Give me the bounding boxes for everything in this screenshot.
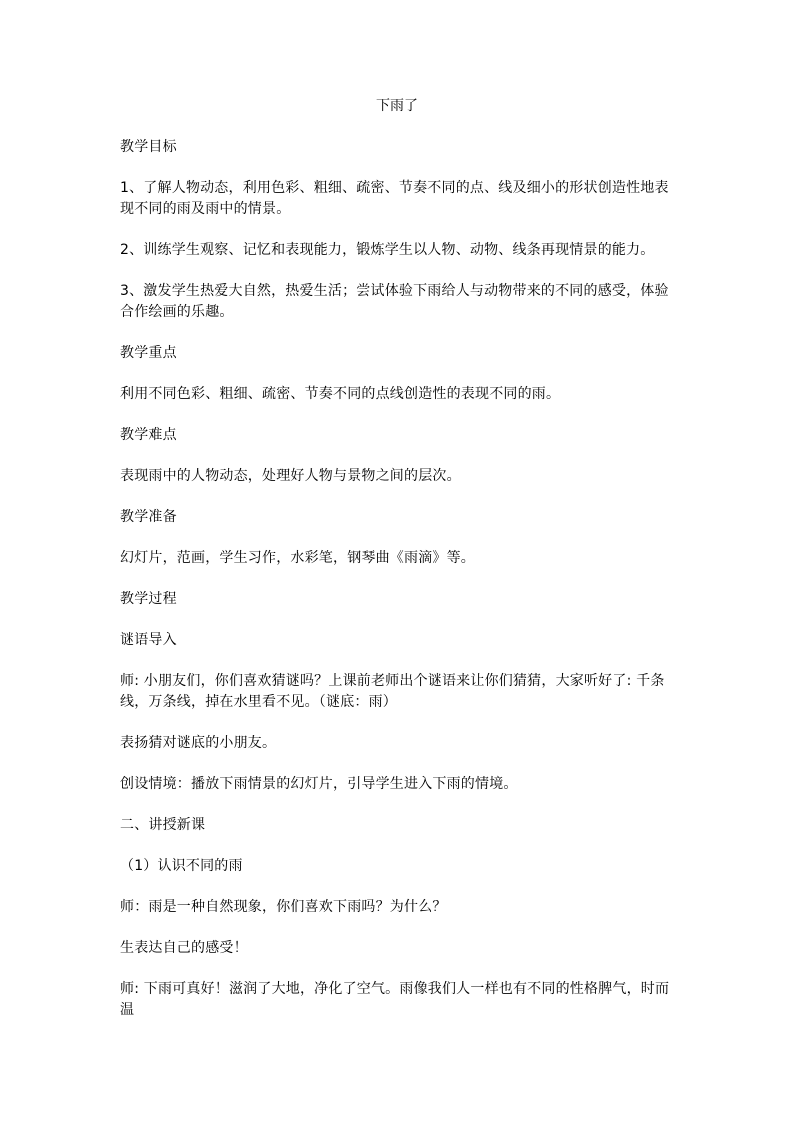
difficulties-text: 表现雨中的人物动态，处理好人物与景物之间的层次。: [120, 468, 461, 484]
objective-item-1: 1、了解人物动态，利用色彩、粗细、疏密、节奏不同的点、线及细小的形状创造性地表现不同的雨及雨中的情景。: [120, 180, 669, 217]
teacher-question-text: 师：雨是一种自然现象，你们喜欢下雨吗？为什么？: [120, 899, 447, 915]
section-heading-preparation: 教学准备: [120, 509, 177, 525]
document-title: 下雨了: [376, 98, 418, 114]
objective-item-2: 2、训练学生观察、记忆和表现能力，锻炼学生以人物、动物、线条再现情景的能力。: [120, 242, 655, 258]
student-response-text: 生表达自己的感受！: [120, 940, 248, 956]
key-points-text: 利用不同色彩、粗细、疏密、节奏不同的点线创造性的表现不同的雨。: [120, 386, 561, 402]
document-body: [120, 137, 678, 1041]
subheading-know-rain: （1）认识不同的雨: [120, 858, 243, 874]
teacher-riddle-text: 师: 小朋友们，你们喜欢猜谜吗？上课前老师出个谜语来让你们猜猜，大家听好了: 千条线，万条线，掉在水里看不见。（谜底：雨）: [120, 673, 665, 710]
section-heading-process: 教学过程: [120, 591, 177, 607]
praise-text: 表扬猜对谜底的小朋友。: [120, 735, 277, 751]
section-heading-objectives: 教学目标: [120, 139, 177, 155]
scene-setting-text: 创设情境：播放下雨情景的幻灯片，引导学生进入下雨的情境。: [120, 776, 518, 792]
section-heading-difficulties: 教学难点: [120, 427, 177, 443]
preparation-text: 幻灯片，范画，学生习作，水彩笔，钢琴曲《雨滴》等。: [120, 550, 475, 566]
section-heading-key-points: 教学重点: [120, 345, 177, 361]
subheading-riddle-intro: 谜语导入: [120, 632, 177, 648]
section-heading-new-lesson: 二、讲授新课: [120, 817, 206, 833]
teacher-rain-text: 师: 下雨可真好！滋润了大地，净化了空气。雨像我们人一样也有不同的性格脾气，时而温: [120, 981, 670, 1018]
objective-item-3: 3、激发学生热爱大自然，热爱生活；尝试体验下雨给人与动物带来的不同的感受，体验合作绘画的乐趣。: [120, 283, 669, 320]
